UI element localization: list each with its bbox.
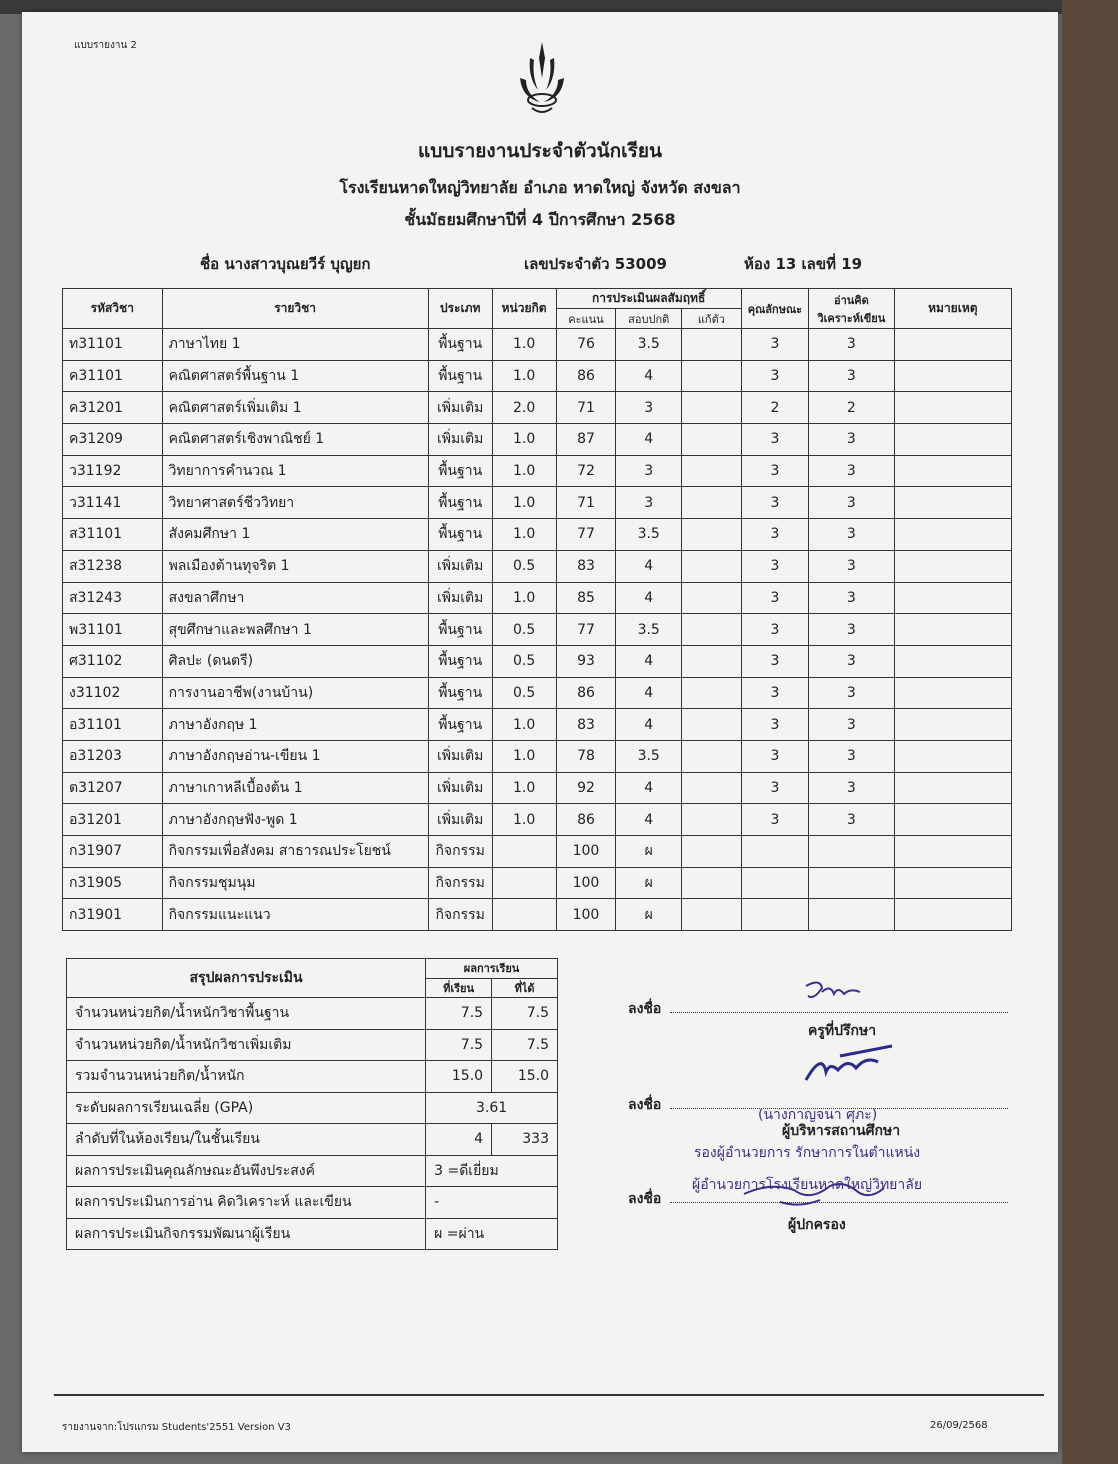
table-row: [63, 836, 1012, 868]
cell-reading: 3: [809, 360, 895, 392]
table-row: [63, 804, 1012, 836]
cell-reading: 3: [809, 677, 895, 709]
cell-character: 3: [741, 804, 808, 836]
summary-title: สรุปผลการประเมิน: [67, 959, 426, 998]
cell-retake: [682, 899, 742, 931]
cell-subject: คณิตศาสตร์พื้นฐาน 1: [162, 360, 428, 392]
extra-studied: 7.5: [426, 1029, 492, 1061]
cell-score: 83: [556, 550, 616, 582]
cell-score: 77: [556, 519, 616, 551]
cell-code: ท31101: [63, 329, 163, 361]
cell-retake: [682, 392, 742, 424]
cell-score: 86: [556, 677, 616, 709]
cell-character: 3: [741, 614, 808, 646]
table-row: [63, 329, 1012, 361]
cell-character: 3: [741, 360, 808, 392]
school-line: โรงเรียนหาดใหญ่วิทยาลัย อำเภอ หาดใหญ่ จังหวัด สงขลา: [339, 178, 741, 197]
cell-subject: สงขลาศึกษา: [162, 582, 428, 614]
table-row: [63, 677, 1012, 709]
parent-signature-icon: [740, 1172, 890, 1212]
char-label: ผลการประเมินคุณลักษณะอันพึงประสงค์: [67, 1155, 426, 1187]
cell-reading: 3: [809, 709, 895, 741]
read-value: -: [426, 1187, 558, 1219]
activity-label: ผลการประเมินกิจกรรมพัฒนาผู้เรียน: [67, 1218, 426, 1250]
total-label: รวมจำนวนหน่วยกิต/น้ำหนัก: [67, 1061, 426, 1093]
cell-subject: พลเมืองต้านทุจริต 1: [162, 550, 428, 582]
cell-grade: 4: [616, 772, 682, 804]
col-studied: ที่เรียน: [426, 978, 492, 998]
cell-character: 3: [741, 709, 808, 741]
footer-date: 26/09/2568: [930, 1420, 988, 1431]
cell-reading: 3: [809, 550, 895, 582]
col-score: คะแนน: [556, 309, 616, 329]
cell-reading: 3: [809, 487, 895, 519]
cell-type: พื้นฐาน: [428, 709, 492, 741]
cell-type: กิจกรรม: [428, 899, 492, 931]
cell-note: [894, 487, 1011, 519]
rank-room: 4: [426, 1124, 492, 1156]
cell-subject: ภาษาอังกฤษอ่าน-เขียน 1: [162, 740, 428, 772]
cell-character: 3: [741, 740, 808, 772]
parent-title: ผู้ปกครอง: [788, 1217, 846, 1233]
cell-code: ศ31102: [63, 645, 163, 677]
cell-subject: ภาษาอังกฤษ 1: [162, 709, 428, 741]
stamp-line-1: รองผู้อำนวยการ รักษาการในตำแหน่ง: [694, 1145, 921, 1161]
gpa-label: ระดับผลการเรียนเฉลี่ย (GPA): [67, 1092, 426, 1124]
table-row: [63, 392, 1012, 424]
admin-name: (นางกาญจนา ศุภะ): [758, 1107, 878, 1123]
cell-code: ต31207: [63, 772, 163, 804]
cell-subject: วิทยาศาสตร์ชีววิทยา: [162, 487, 428, 519]
cell-type: พื้นฐาน: [428, 519, 492, 551]
total-studied: 15.0: [426, 1061, 492, 1093]
cell-character: 3: [741, 772, 808, 804]
cell-subject: สังคมศึกษา 1: [162, 519, 428, 551]
cell-credit: 1.0: [492, 740, 556, 772]
cell-reading: 3: [809, 772, 895, 804]
cell-grade: 3.5: [616, 740, 682, 772]
cell-character: [741, 836, 808, 868]
cell-note: [894, 867, 1011, 899]
cell-code: อ31201: [63, 804, 163, 836]
table-row: [63, 899, 1012, 931]
cell-character: 3: [741, 582, 808, 614]
student-name: ชื่อ นางสาวบุณยวีร์ บุญยก: [200, 255, 371, 273]
cell-note: [894, 772, 1011, 804]
cell-grade: 4: [616, 360, 682, 392]
basic-label: จำนวนหน่วยกิต/น้ำหนักวิชาพื้นฐาน: [67, 998, 426, 1030]
cell-credit: 1.0: [492, 709, 556, 741]
cell-note: [894, 392, 1011, 424]
cell-credit: 0.5: [492, 550, 556, 582]
cell-credit: 1.0: [492, 804, 556, 836]
col-character: คุณลักษณะ: [741, 289, 808, 329]
cell-score: 93: [556, 645, 616, 677]
cell-note: [894, 804, 1011, 836]
table-row: [63, 614, 1012, 646]
cell-reading: [809, 867, 895, 899]
cell-note: [894, 709, 1011, 741]
table-row: [63, 867, 1012, 899]
cell-retake: [682, 487, 742, 519]
cell-score: 86: [556, 804, 616, 836]
cell-type: เพิ่มเติม: [428, 424, 492, 456]
cell-character: 3: [741, 550, 808, 582]
table-row: [63, 709, 1012, 741]
cell-retake: [682, 614, 742, 646]
col-earned: ที่ได้: [492, 978, 558, 998]
cell-type: เพิ่มเติม: [428, 804, 492, 836]
grades-table: [62, 288, 1012, 931]
result-header: ผลการเรียน: [426, 959, 558, 979]
cell-code: ค31209: [63, 424, 163, 456]
cell-credit: [492, 836, 556, 868]
cell-credit: 1.0: [492, 424, 556, 456]
advisor-title: ครูที่ปรึกษา: [808, 1023, 877, 1039]
col-credit: หน่วยกิต: [492, 289, 556, 329]
cell-note: [894, 677, 1011, 709]
form-number: แบบรายงาน 2: [74, 40, 137, 51]
cell-score: 76: [556, 329, 616, 361]
cell-subject: กิจกรรมเพื่อสังคม สาธารณประโยชน์: [162, 836, 428, 868]
cell-note: [894, 550, 1011, 582]
cell-subject: การงานอาชีพ(งานบ้าน): [162, 677, 428, 709]
cell-type: เพิ่มเติม: [428, 582, 492, 614]
table-row: [63, 424, 1012, 456]
char-value: 3 =ดีเยี่ยม: [426, 1155, 558, 1187]
col-retake: แก้ตัว: [682, 309, 742, 329]
summary-table: [66, 958, 558, 1250]
col-type: ประเภท: [428, 289, 492, 329]
cell-note: [894, 836, 1011, 868]
table-row: [63, 645, 1012, 677]
cell-credit: 1.0: [492, 455, 556, 487]
cell-note: [894, 424, 1011, 456]
background-table: [1062, 0, 1118, 1464]
cell-character: 3: [741, 455, 808, 487]
cell-note: [894, 740, 1011, 772]
cell-grade: 3.5: [616, 519, 682, 551]
cell-grade: 4: [616, 645, 682, 677]
cell-type: พื้นฐาน: [428, 455, 492, 487]
cell-type: พื้นฐาน: [428, 614, 492, 646]
sign-label-admin: ลงชื่อ: [628, 1097, 662, 1113]
cell-score: 78: [556, 740, 616, 772]
cell-type: กิจกรรม: [428, 836, 492, 868]
cell-score: 100: [556, 836, 616, 868]
cell-grade: ผ: [616, 867, 682, 899]
cell-character: 3: [741, 519, 808, 551]
cell-grade: 4: [616, 424, 682, 456]
table-row: [63, 487, 1012, 519]
cell-reading: 3: [809, 455, 895, 487]
cell-subject: กิจกรรมชุมนุม: [162, 867, 428, 899]
cell-reading: 3: [809, 614, 895, 646]
cell-score: 71: [556, 392, 616, 424]
cell-score: 100: [556, 867, 616, 899]
cell-grade: 3.5: [616, 329, 682, 361]
cell-credit: 1.0: [492, 329, 556, 361]
cell-character: [741, 867, 808, 899]
cell-code: ส31243: [63, 582, 163, 614]
cell-score: 72: [556, 455, 616, 487]
advisor-signature-icon: [800, 976, 870, 1010]
cell-code: ว31192: [63, 455, 163, 487]
col-code: รหัสวิชา: [63, 289, 163, 329]
cell-credit: 1.0: [492, 582, 556, 614]
cell-note: [894, 614, 1011, 646]
cell-retake: [682, 740, 742, 772]
admin-title: ผู้บริหารสถานศึกษา: [782, 1123, 901, 1139]
cell-grade: ผ: [616, 836, 682, 868]
table-row: [63, 582, 1012, 614]
cell-grade: ผ: [616, 899, 682, 931]
col-normal: สอบปกติ: [616, 309, 682, 329]
cell-reading: 3: [809, 645, 895, 677]
cell-code: ง31102: [63, 677, 163, 709]
cell-subject: คณิตศาสตร์เพิ่มเติม 1: [162, 392, 428, 424]
cell-credit: 1.0: [492, 519, 556, 551]
cell-character: 2: [741, 392, 808, 424]
grades-body: [63, 329, 1012, 931]
cell-reading: 3: [809, 740, 895, 772]
cell-character: [741, 899, 808, 931]
cell-type: พื้นฐาน: [428, 645, 492, 677]
cell-grade: 4: [616, 804, 682, 836]
cell-code: ค31101: [63, 360, 163, 392]
cell-note: [894, 645, 1011, 677]
cell-subject: ภาษาไทย 1: [162, 329, 428, 361]
cell-score: 86: [556, 360, 616, 392]
cell-code: ก31905: [63, 867, 163, 899]
cell-retake: [682, 360, 742, 392]
table-row: [63, 740, 1012, 772]
cell-note: [894, 519, 1011, 551]
cell-retake: [682, 836, 742, 868]
cell-code: ก31907: [63, 836, 163, 868]
cell-code: อ31101: [63, 709, 163, 741]
cell-note: [894, 582, 1011, 614]
cell-credit: 0.5: [492, 677, 556, 709]
cell-reading: [809, 836, 895, 868]
basic-earned: 7.5: [492, 998, 558, 1030]
table-row: [63, 550, 1012, 582]
cell-grade: 4: [616, 550, 682, 582]
cell-code: ส31101: [63, 519, 163, 551]
cell-retake: [682, 550, 742, 582]
cell-subject: ภาษาอังกฤษฟัง-พูด 1: [162, 804, 428, 836]
cell-note: [894, 360, 1011, 392]
cell-grade: 3.5: [616, 614, 682, 646]
cell-score: 100: [556, 899, 616, 931]
report-title: แบบรายงานประจำตัวนักเรียน: [418, 140, 662, 162]
cell-character: 3: [741, 424, 808, 456]
student-room: ห้อง 13 เลขที่ 19: [744, 255, 863, 273]
cell-retake: [682, 329, 742, 361]
footer-divider: [54, 1394, 1044, 1396]
col-note: หมายเหตุ: [894, 289, 1011, 329]
cell-code: ว31141: [63, 487, 163, 519]
cell-retake: [682, 867, 742, 899]
cell-type: เพิ่มเติม: [428, 740, 492, 772]
cell-credit: 0.5: [492, 645, 556, 677]
cell-note: [894, 329, 1011, 361]
cell-character: 3: [741, 645, 808, 677]
cell-character: 3: [741, 677, 808, 709]
cell-retake: [682, 519, 742, 551]
cell-score: 87: [556, 424, 616, 456]
cell-code: ก31901: [63, 899, 163, 931]
cell-grade: 4: [616, 582, 682, 614]
cell-grade: 4: [616, 709, 682, 741]
cell-subject: ศิลปะ (ดนตรี): [162, 645, 428, 677]
cell-note: [894, 455, 1011, 487]
cell-credit: 0.5: [492, 614, 556, 646]
table-row: [63, 360, 1012, 392]
cell-credit: [492, 867, 556, 899]
cell-reading: [809, 899, 895, 931]
cell-reading: 3: [809, 329, 895, 361]
table-row: [63, 519, 1012, 551]
col-reading: อ่านคิดวิเคราะห์เขียน: [809, 289, 895, 329]
cell-subject: สุขศึกษาและพลศึกษา 1: [162, 614, 428, 646]
sign-line-advisor: [670, 1012, 1008, 1013]
sign-label-parent: ลงชื่อ: [628, 1191, 662, 1207]
report-page: [22, 12, 1058, 1452]
cell-code: พ31101: [63, 614, 163, 646]
cell-score: 77: [556, 614, 616, 646]
cell-credit: 1.0: [492, 487, 556, 519]
cell-character: 3: [741, 329, 808, 361]
col-subject: รายวิชา: [162, 289, 428, 329]
cell-type: พื้นฐาน: [428, 487, 492, 519]
cell-reading: 3: [809, 424, 895, 456]
cell-grade: 3: [616, 455, 682, 487]
cell-grade: 3: [616, 487, 682, 519]
cell-type: พื้นฐาน: [428, 677, 492, 709]
cell-score: 85: [556, 582, 616, 614]
cell-grade: 4: [616, 677, 682, 709]
cell-subject: ภาษาเกาหลีเบื้องต้น 1: [162, 772, 428, 804]
cell-reading: 2: [809, 392, 895, 424]
cell-retake: [682, 455, 742, 487]
cell-retake: [682, 645, 742, 677]
cell-character: 3: [741, 487, 808, 519]
stamp-line-2: ผู้อำนวยการโรงเรียนหาดใหญ่วิทยาลัย: [692, 1177, 923, 1193]
cell-type: กิจกรรม: [428, 867, 492, 899]
activity-value: ผ =ผ่าน: [426, 1218, 558, 1250]
cell-retake: [682, 582, 742, 614]
school-seal-icon: [512, 38, 572, 118]
cell-grade: 3: [616, 392, 682, 424]
cell-reading: 3: [809, 519, 895, 551]
cell-type: พื้นฐาน: [428, 360, 492, 392]
cell-code: อ31203: [63, 740, 163, 772]
rank-class: 333: [492, 1124, 558, 1156]
admin-signature-icon: [800, 1042, 900, 1086]
cell-subject: กิจกรรมแนะแนว: [162, 899, 428, 931]
cell-type: เพิ่มเติม: [428, 550, 492, 582]
cell-reading: 3: [809, 582, 895, 614]
extra-earned: 7.5: [492, 1029, 558, 1061]
cell-score: 92: [556, 772, 616, 804]
student-id: เลขประจำตัว 53009: [524, 255, 667, 273]
cell-credit: [492, 899, 556, 931]
cell-retake: [682, 709, 742, 741]
cell-retake: [682, 804, 742, 836]
rank-label: ลำดับที่ในห้องเรียน/ในชั้นเรียน: [67, 1124, 426, 1156]
cell-note: [894, 899, 1011, 931]
cell-score: 83: [556, 709, 616, 741]
cell-type: เพิ่มเติม: [428, 392, 492, 424]
cell-subject: คณิตศาสตร์เชิงพาณิชย์ 1: [162, 424, 428, 456]
table-row: [63, 772, 1012, 804]
cell-reading: 3: [809, 804, 895, 836]
cell-type: พื้นฐาน: [428, 329, 492, 361]
cell-score: 71: [556, 487, 616, 519]
cell-credit: 2.0: [492, 392, 556, 424]
gpa-value: 3.61: [426, 1092, 558, 1124]
footer-program: รายงานจาก:โปรแกรม Students'2551 Version V3: [62, 1422, 291, 1433]
cell-retake: [682, 772, 742, 804]
cell-code: ส31238: [63, 550, 163, 582]
table-row: [63, 455, 1012, 487]
total-earned: 15.0: [492, 1061, 558, 1093]
extra-label: จำนวนหน่วยกิต/น้ำหนักวิชาเพิ่มเติม: [67, 1029, 426, 1061]
cell-credit: 1.0: [492, 360, 556, 392]
cell-subject: วิทยาการคำนวณ 1: [162, 455, 428, 487]
class-line: ชั้นมัธยมศึกษาปีที่ 4 ปีการศึกษา 2568: [404, 210, 676, 229]
cell-retake: [682, 677, 742, 709]
read-label: ผลการประเมินการอ่าน คิดวิเคราะห์ และเขียน: [67, 1187, 426, 1219]
sign-label-advisor: ลงชื่อ: [628, 1001, 662, 1017]
cell-type: เพิ่มเติม: [428, 772, 492, 804]
cell-retake: [682, 424, 742, 456]
col-assessment: การประเมินผลสัมฤทธิ์: [556, 289, 741, 309]
cell-credit: 1.0: [492, 772, 556, 804]
cell-code: ค31201: [63, 392, 163, 424]
basic-studied: 7.5: [426, 998, 492, 1030]
